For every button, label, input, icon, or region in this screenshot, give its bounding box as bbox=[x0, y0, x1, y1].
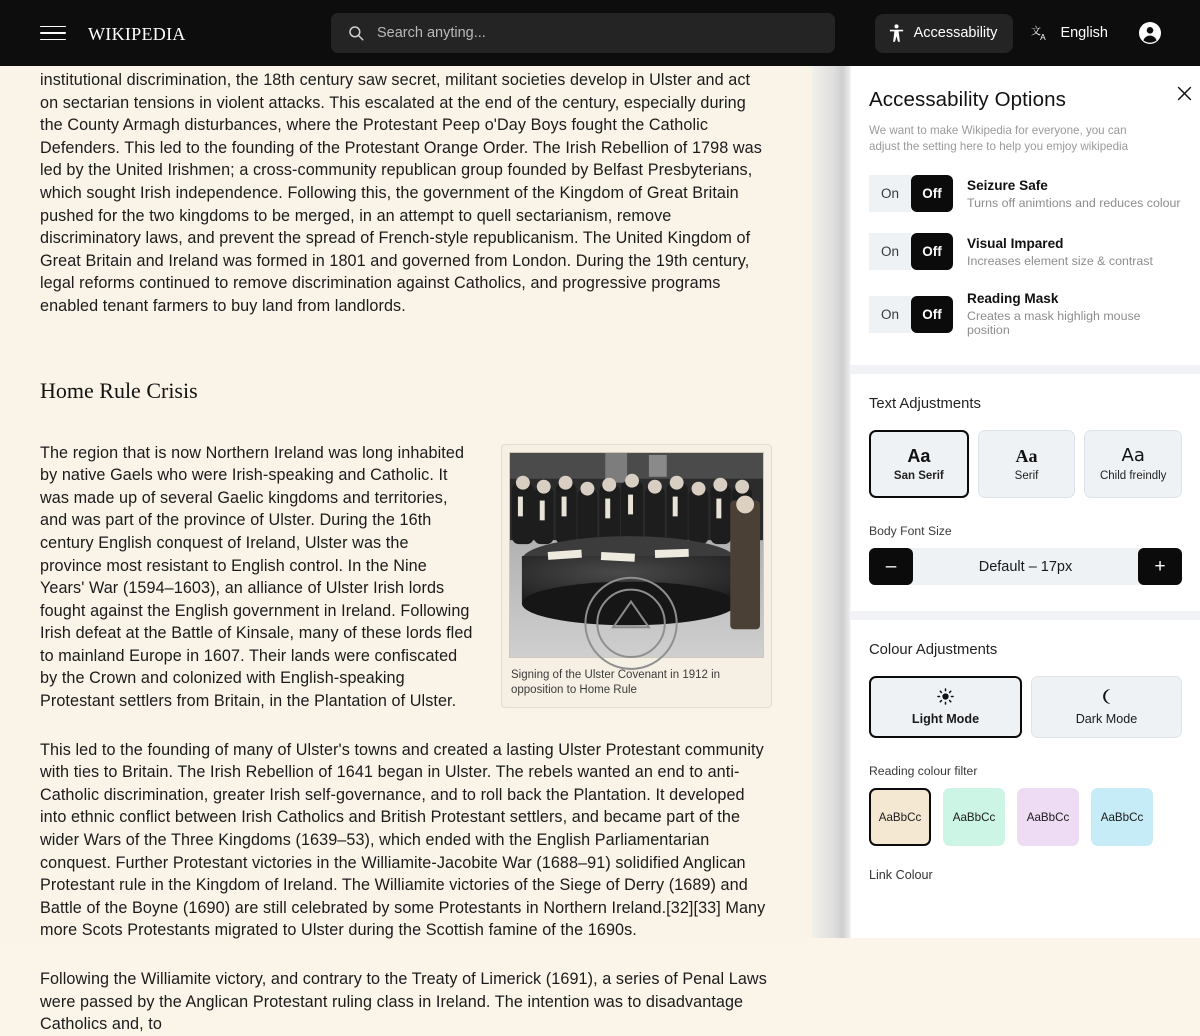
accessibility-button-label: Accessability bbox=[913, 25, 998, 41]
font-sample-san-serif: Aa bbox=[907, 445, 931, 466]
seizure-safe-toggle[interactable] bbox=[869, 175, 953, 212]
colour-filter-cream[interactable]: AaBbCc bbox=[869, 788, 931, 846]
colour-adjustments-title: Colour Adjustments bbox=[869, 642, 998, 658]
font-size-value: Default – 17px bbox=[978, 558, 1073, 575]
accessibility-panel bbox=[851, 66, 1200, 938]
panel-shadow-gutter bbox=[812, 66, 851, 938]
font-size-increase-button[interactable]: + bbox=[1138, 548, 1182, 585]
reading-colour-filter-options bbox=[869, 788, 1182, 846]
mode-option-light[interactable] bbox=[869, 676, 1022, 738]
font-family-options bbox=[869, 430, 1182, 498]
svg-text:文: 文 bbox=[1031, 25, 1042, 37]
seizure-safe-title: Seizure Safe bbox=[967, 177, 1048, 193]
mode-label-dark: Dark Mode bbox=[1075, 712, 1138, 726]
visual-impared-title: Visual Impared bbox=[967, 235, 1064, 251]
font-sample-child-freindly: Aa bbox=[1121, 444, 1145, 466]
language-button[interactable] bbox=[1017, 14, 1122, 53]
reading-mask-text bbox=[967, 291, 1182, 337]
search-bar[interactable] bbox=[331, 13, 835, 53]
reading-mask-off-option[interactable]: Off bbox=[911, 296, 953, 333]
colour-filter-blue[interactable]: AaBbCc bbox=[1091, 788, 1153, 846]
sun-icon bbox=[937, 688, 954, 705]
article-body-with-figure bbox=[40, 442, 772, 713]
seizure-safe-description: Turns off animtions and reduces colour bbox=[967, 195, 1181, 210]
close-icon[interactable] bbox=[1172, 81, 1196, 105]
figure-caption: Signing of the Ulster Covenant in 1912 in opposition to Home Rule bbox=[511, 668, 721, 696]
font-label-serif: Serif bbox=[1014, 469, 1039, 482]
reading-mask-description: Creates a mask highligh mouse position bbox=[967, 309, 1141, 337]
font-label-san-serif: San Serif bbox=[893, 469, 944, 482]
font-label-child-freindly: Child freindly bbox=[1099, 469, 1167, 482]
visual-impared-on-option[interactable]: On bbox=[869, 233, 911, 270]
article-paragraph-1: institutional discrimination, the 18th century saw secret, militant societies develop in Ulster and act on sectarian tensions in violent attacks. This escalated at the end of the century, especially during the County Armagh disturbances, where the Protestant Peep o'Day Boys fought the Catholic Defenders. This led to the founding of the Protestant Orange Order. The Irish Rebellion of 1798 was led by the United Irishmen; a cross-community republican group founded by Belfast Presbyterians, which sought Irish independence. Following this, the government of the Kingdom of Great Britain pushed for the two kingdoms to be merged, in an attempt to quell sectarianism, remove discriminatory laws, and prevent the spread of French-style republicanism. The United Kingdom of Great Britain and Ireland was formed in 1801 and governed from London. During the 19th century, legal reforms continued to remove discrimination against Catholics, and progressive programs enabled tenant farmers to buy land from landlords. bbox=[40, 71, 762, 315]
text-adjustments-title: Text Adjustments bbox=[869, 396, 981, 412]
account-button[interactable] bbox=[1126, 11, 1174, 55]
article-paragraph-2: The region that is now Northern Ireland was long inhabited by native Gaels who were Irish-speaking and Catholic. It was made up of several Gaelic kingdoms and territories, and was part of the province of Ulster. During the 16th century English conquest of Ireland, Ulster was the province most resistant to English control. In the Nine Years' War (1594–1603), an alliance of Ulster Irish lords fought against the English government in Ireland. Following Irish defeat at the Battle of Kinsale, many of these lords fled to mainland Europe in 1607. Their lands were confiscated by the Crown and colonized with English-speaking Protestant settlers from Britain, in the Plantation of Ulster. bbox=[40, 443, 473, 711]
toggle-row-reading-mask bbox=[869, 291, 1182, 337]
section-divider-2 bbox=[851, 611, 1200, 620]
article-figure bbox=[501, 444, 772, 708]
language-button-label: English bbox=[1060, 25, 1108, 41]
reading-mask-toggle[interactable] bbox=[869, 296, 953, 333]
toggle-row-seizure-safe bbox=[869, 175, 1182, 212]
visual-impared-description: Increases element size & contrast bbox=[967, 253, 1153, 268]
reading-colour-filter-label: Reading colour filter bbox=[869, 764, 978, 778]
top-navigation-bar bbox=[0, 0, 1200, 66]
font-sample-serif: Aa bbox=[1015, 445, 1038, 466]
seizure-safe-text bbox=[967, 178, 1181, 210]
section-divider-1 bbox=[851, 365, 1200, 374]
reading-mask-on-option[interactable]: On bbox=[869, 296, 911, 333]
colour-adjustments-section bbox=[851, 642, 1200, 882]
accessibility-person-icon bbox=[888, 24, 905, 43]
seizure-safe-off-option[interactable]: Off bbox=[911, 175, 953, 212]
article-content bbox=[0, 66, 812, 1034]
svg-text:A: A bbox=[1040, 31, 1047, 42]
visual-impared-text bbox=[967, 236, 1153, 268]
moon-icon bbox=[1099, 688, 1115, 705]
panel-subtitle: We want to make Wikipedia for everyone, you can adjust the setting here to help you emjoy wikipedia bbox=[869, 124, 1129, 153]
font-option-san-serif[interactable] bbox=[869, 430, 969, 498]
wikipedia-logo[interactable]: wikipedia bbox=[88, 19, 186, 46]
toggle-row-visual-impared bbox=[869, 233, 1182, 270]
panel-title: Accessability Options bbox=[869, 88, 1066, 111]
mode-label-light: Light Mode bbox=[911, 712, 980, 726]
nav-right-group bbox=[875, 0, 1174, 66]
colour-filter-mint[interactable]: AaBbCc bbox=[943, 788, 1005, 846]
panel-header bbox=[851, 66, 1200, 154]
link-colour-label: Link Colour bbox=[869, 868, 933, 882]
font-option-child-freindly[interactable] bbox=[1084, 430, 1182, 498]
body-font-size-stepper bbox=[869, 548, 1182, 585]
article-paragraph-4: Following the Williamite victory, and contrary to the Treaty of Limerick (1691), a series of Penal Laws were passed by the Anglican Protestant ruling class in Ireland. The intention was to disadvantage Catholics and, to bbox=[40, 970, 767, 1034]
mode-option-dark[interactable] bbox=[1031, 676, 1182, 738]
visual-impared-toggle[interactable] bbox=[869, 233, 953, 270]
font-size-decrease-button[interactable]: – bbox=[869, 548, 913, 585]
search-icon bbox=[347, 24, 365, 42]
seizure-safe-on-option[interactable]: On bbox=[869, 175, 911, 212]
text-adjustments-section bbox=[851, 396, 1200, 611]
font-option-serif[interactable] bbox=[978, 430, 1076, 498]
ulster-covenant-photo bbox=[509, 452, 764, 658]
colour-filter-lavender[interactable]: AaBbCc bbox=[1017, 788, 1079, 846]
toggle-list bbox=[851, 175, 1200, 365]
hamburger-menu-icon[interactable] bbox=[40, 22, 66, 44]
user-avatar-icon bbox=[1138, 21, 1162, 45]
body-font-size-label: Body Font Size bbox=[869, 524, 952, 538]
reading-mask-title: Reading Mask bbox=[967, 291, 1059, 306]
accessibility-button[interactable] bbox=[875, 14, 1014, 53]
visual-impared-off-option[interactable]: Off bbox=[911, 233, 953, 270]
article-paragraph-3: This led to the founding of many of Ulster's towns and created a lasting Ulster Protestant community with ties to Britain. The Irish Rebellion of 1641 began in Ulster. The rebels wanted an end to anti-Catholic discrimination, greater Irish self-governance, and to roll back the Plantation. It developed into ethnic conflict between Irish Catholics and British Protestant settlers, and became part of the wider Wars of the Three Kingdoms (1639–53), which ended with the English Parliamentarian conquest. Further Protestant victories in the Williamite-Jacobite War (1688–91) solidified Anglican Protestant rule in the Kingdom of Ireland. The Williamite victories of the Siege of Derry (1689) and Battle of the Boyne (1690) are still celebrated by some Protestants in Northern Ireland.[32][33] Many more Scots Protestants migrated to Ulster during the Scottish famine of the 1690s. bbox=[40, 740, 766, 940]
section-heading-home-rule-crisis: Home Rule Crisis bbox=[40, 377, 198, 403]
colour-mode-options bbox=[869, 676, 1182, 738]
translate-icon bbox=[1031, 24, 1051, 43]
search-input[interactable] bbox=[377, 25, 819, 41]
